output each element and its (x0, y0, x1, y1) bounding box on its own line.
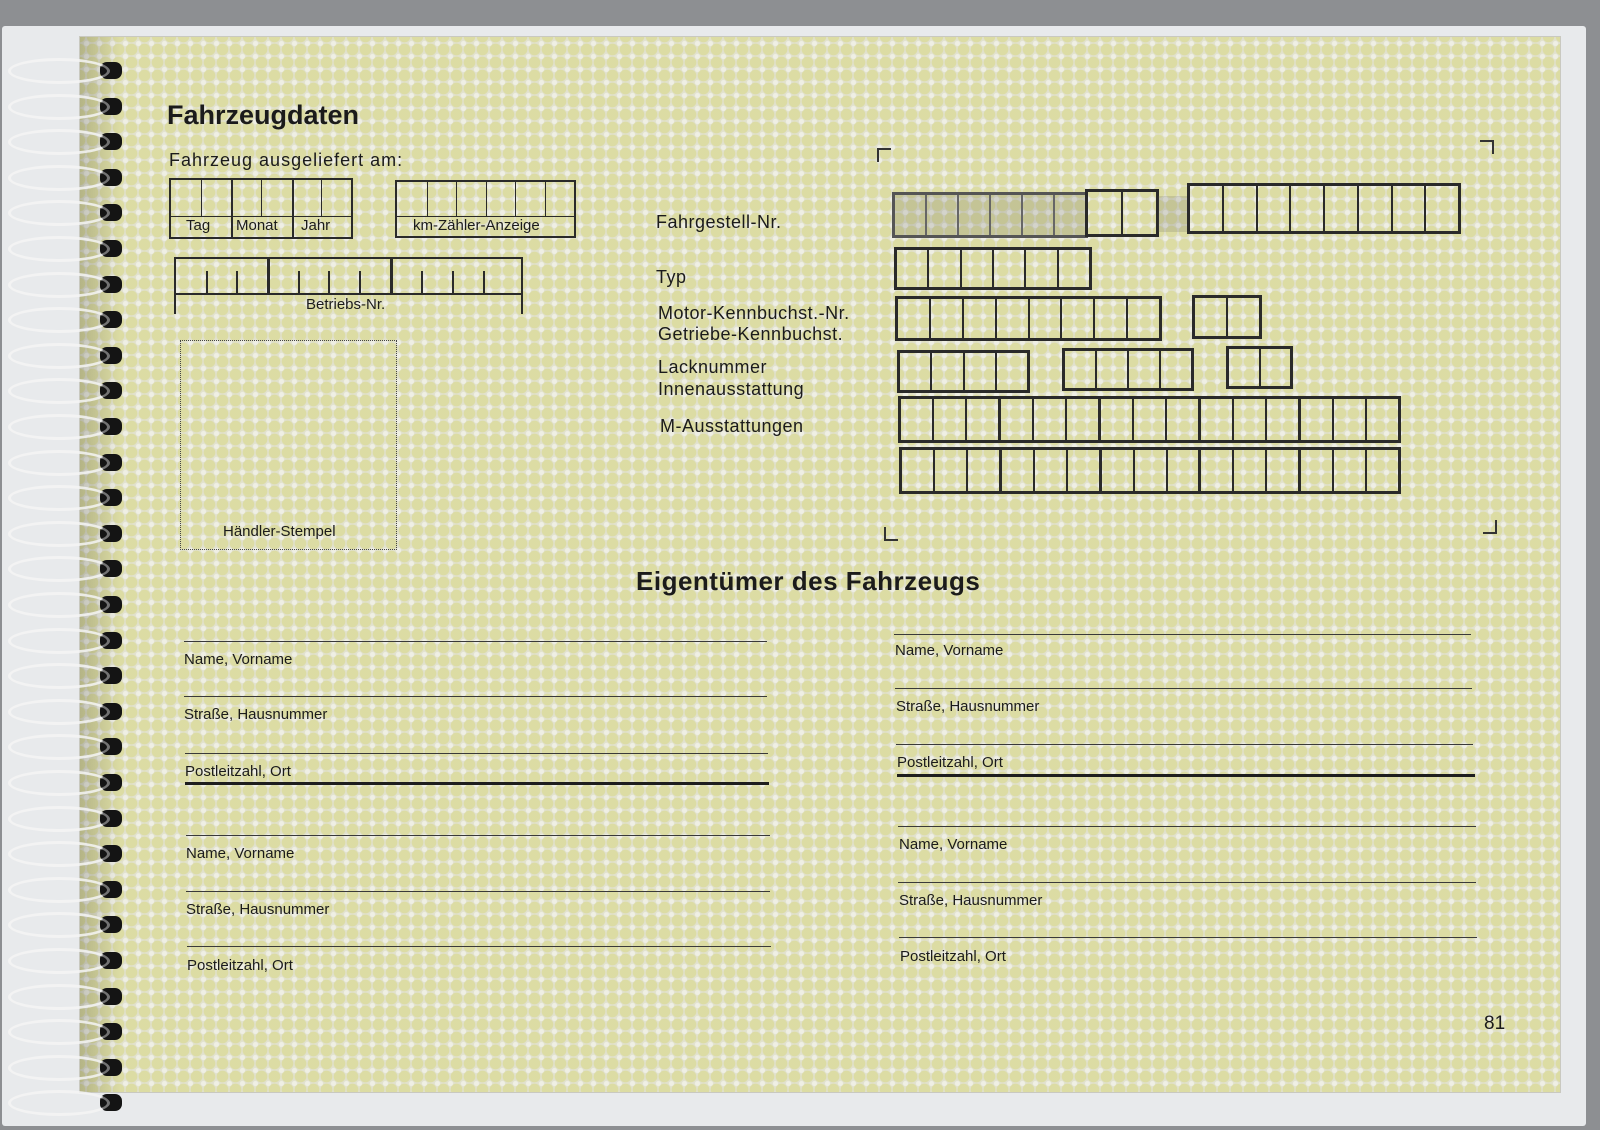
owner-3-line-postal[interactable] (187, 946, 771, 947)
owner-2-name-label: Name, Vorname (895, 642, 1004, 659)
owner-2-separator (897, 774, 1475, 777)
owner-2-street-label: Straße, Hausnummer (896, 698, 1040, 715)
binding-ring (8, 485, 110, 511)
m-equipment-label: M-Ausstattungen (660, 416, 804, 436)
owner-2-line-name[interactable] (894, 634, 1471, 635)
binding-ring (8, 58, 110, 84)
chassis-number-label: Fahrgestell-Nr. (656, 212, 782, 232)
odometer-label: km-Zähler-Anzeige (413, 217, 540, 234)
paint-number-boxes[interactable] (897, 350, 1030, 393)
binding-ring (8, 1019, 110, 1045)
paint-number-label: Lacknummer (658, 357, 768, 377)
operation-number-tick (206, 271, 208, 293)
owner-4-line-postal[interactable] (899, 937, 1477, 938)
operation-number-tick (483, 271, 485, 293)
binding-ring (8, 663, 110, 689)
year-label: Jahr (301, 217, 331, 234)
odometer-field[interactable] (395, 180, 576, 238)
interior-boxes[interactable] (1062, 348, 1194, 391)
operation-number-tick (236, 271, 238, 293)
chassis-number-prefix-boxes (892, 192, 1088, 238)
page-heading: Fahrzeugdaten (167, 100, 360, 130)
owner-4-line-name[interactable] (898, 826, 1476, 827)
operation-number-tick (328, 271, 330, 293)
binding-ring (8, 450, 110, 476)
interior-extra-boxes[interactable] (1226, 346, 1293, 389)
type-boxes[interactable] (894, 247, 1092, 290)
owner-4-street-label: Straße, Hausnummer (899, 892, 1043, 909)
page-number: 81 (1484, 1013, 1506, 1034)
corner-mark-top-left (877, 148, 891, 162)
operation-number-tick (421, 271, 423, 293)
operation-number-tick (298, 271, 300, 293)
binding-ring (8, 343, 110, 369)
delivery-date-field[interactable] (169, 178, 353, 239)
owner-1-line-postal[interactable] (185, 753, 768, 754)
binding-ring (8, 414, 110, 440)
owner-2-postal-label: Postleitzahl, Ort (897, 754, 1003, 771)
owner-1-street-label: Straße, Hausnummer (184, 706, 328, 723)
binding-ring (8, 877, 110, 903)
owner-4-line-street[interactable] (898, 882, 1476, 883)
binding-ring (8, 236, 110, 262)
binding-ring (8, 1055, 110, 1081)
owner-1-line-street[interactable] (184, 696, 767, 697)
delivered-label: Fahrzeug ausgeliefert am: (169, 150, 404, 170)
owner-1-line-name[interactable] (184, 641, 767, 642)
owner-4-postal-label: Postleitzahl, Ort (900, 948, 1006, 965)
day-label: Tag (186, 217, 211, 234)
month-label: Monat (236, 217, 278, 234)
interior-label: Innenausstattung (658, 379, 805, 399)
chassis-number-serial-boxes[interactable] (1187, 183, 1461, 234)
engine-code-boxes[interactable] (895, 296, 1162, 341)
operation-number-field[interactable] (174, 257, 523, 314)
binding-ring (8, 272, 110, 298)
corner-mark-top-right (1480, 140, 1494, 154)
binding-ring (8, 948, 110, 974)
dealer-stamp-label: Händler-Stempel (223, 523, 336, 540)
m-equipment-boxes-row-1[interactable] (898, 396, 1401, 443)
owner-3-line-street[interactable] (186, 891, 770, 892)
binding-ring (8, 307, 110, 333)
owner-2-line-street[interactable] (895, 688, 1472, 689)
gearbox-code-label: Getriebe-Kennbuchst. (658, 324, 844, 344)
binding-ring (8, 806, 110, 832)
binding-ring (8, 94, 110, 120)
operation-number-tick (359, 271, 361, 293)
owner-1-name-label: Name, Vorname (184, 651, 293, 668)
owner-1-separator (185, 782, 769, 785)
owner-3-postal-label: Postleitzahl, Ort (187, 957, 293, 974)
binding-ring (8, 521, 110, 547)
owner-1-postal-label: Postleitzahl, Ort (185, 763, 291, 780)
binding-ring (8, 841, 110, 867)
owner-2-line-postal[interactable] (896, 744, 1473, 745)
binding-ring (8, 592, 110, 618)
gearbox-code-boxes[interactable] (1192, 295, 1262, 339)
owner-heading: Eigentümer des Fahrzeugs (636, 566, 981, 596)
operation-number-label: Betriebs-Nr. (306, 296, 386, 313)
owner-3-line-name[interactable] (186, 835, 770, 836)
owner-3-name-label: Name, Vorname (186, 845, 295, 862)
binding-ring (8, 628, 110, 654)
binding-ring (8, 699, 110, 725)
operation-number-tick (267, 259, 270, 293)
binding-ring (8, 984, 110, 1010)
binding-ring (8, 165, 110, 191)
chassis-number-filler (1158, 196, 1188, 232)
chassis-number-model-boxes[interactable] (1085, 189, 1159, 237)
owner-4-name-label: Name, Vorname (899, 836, 1008, 853)
owner-3-street-label: Straße, Hausnummer (186, 901, 330, 918)
type-label: Typ (656, 267, 687, 287)
dealer-stamp-area (180, 340, 397, 550)
operation-number-tick (390, 259, 393, 293)
binding-ring (8, 770, 110, 796)
engine-code-label: Motor-Kennbuchst.-Nr. (658, 303, 850, 323)
m-equipment-boxes-row-2[interactable] (899, 447, 1401, 494)
corner-mark-bottom-right (1483, 520, 1497, 534)
corner-mark-bottom-left (884, 527, 898, 541)
operation-number-tick (452, 271, 454, 293)
binding-ring (8, 129, 110, 155)
